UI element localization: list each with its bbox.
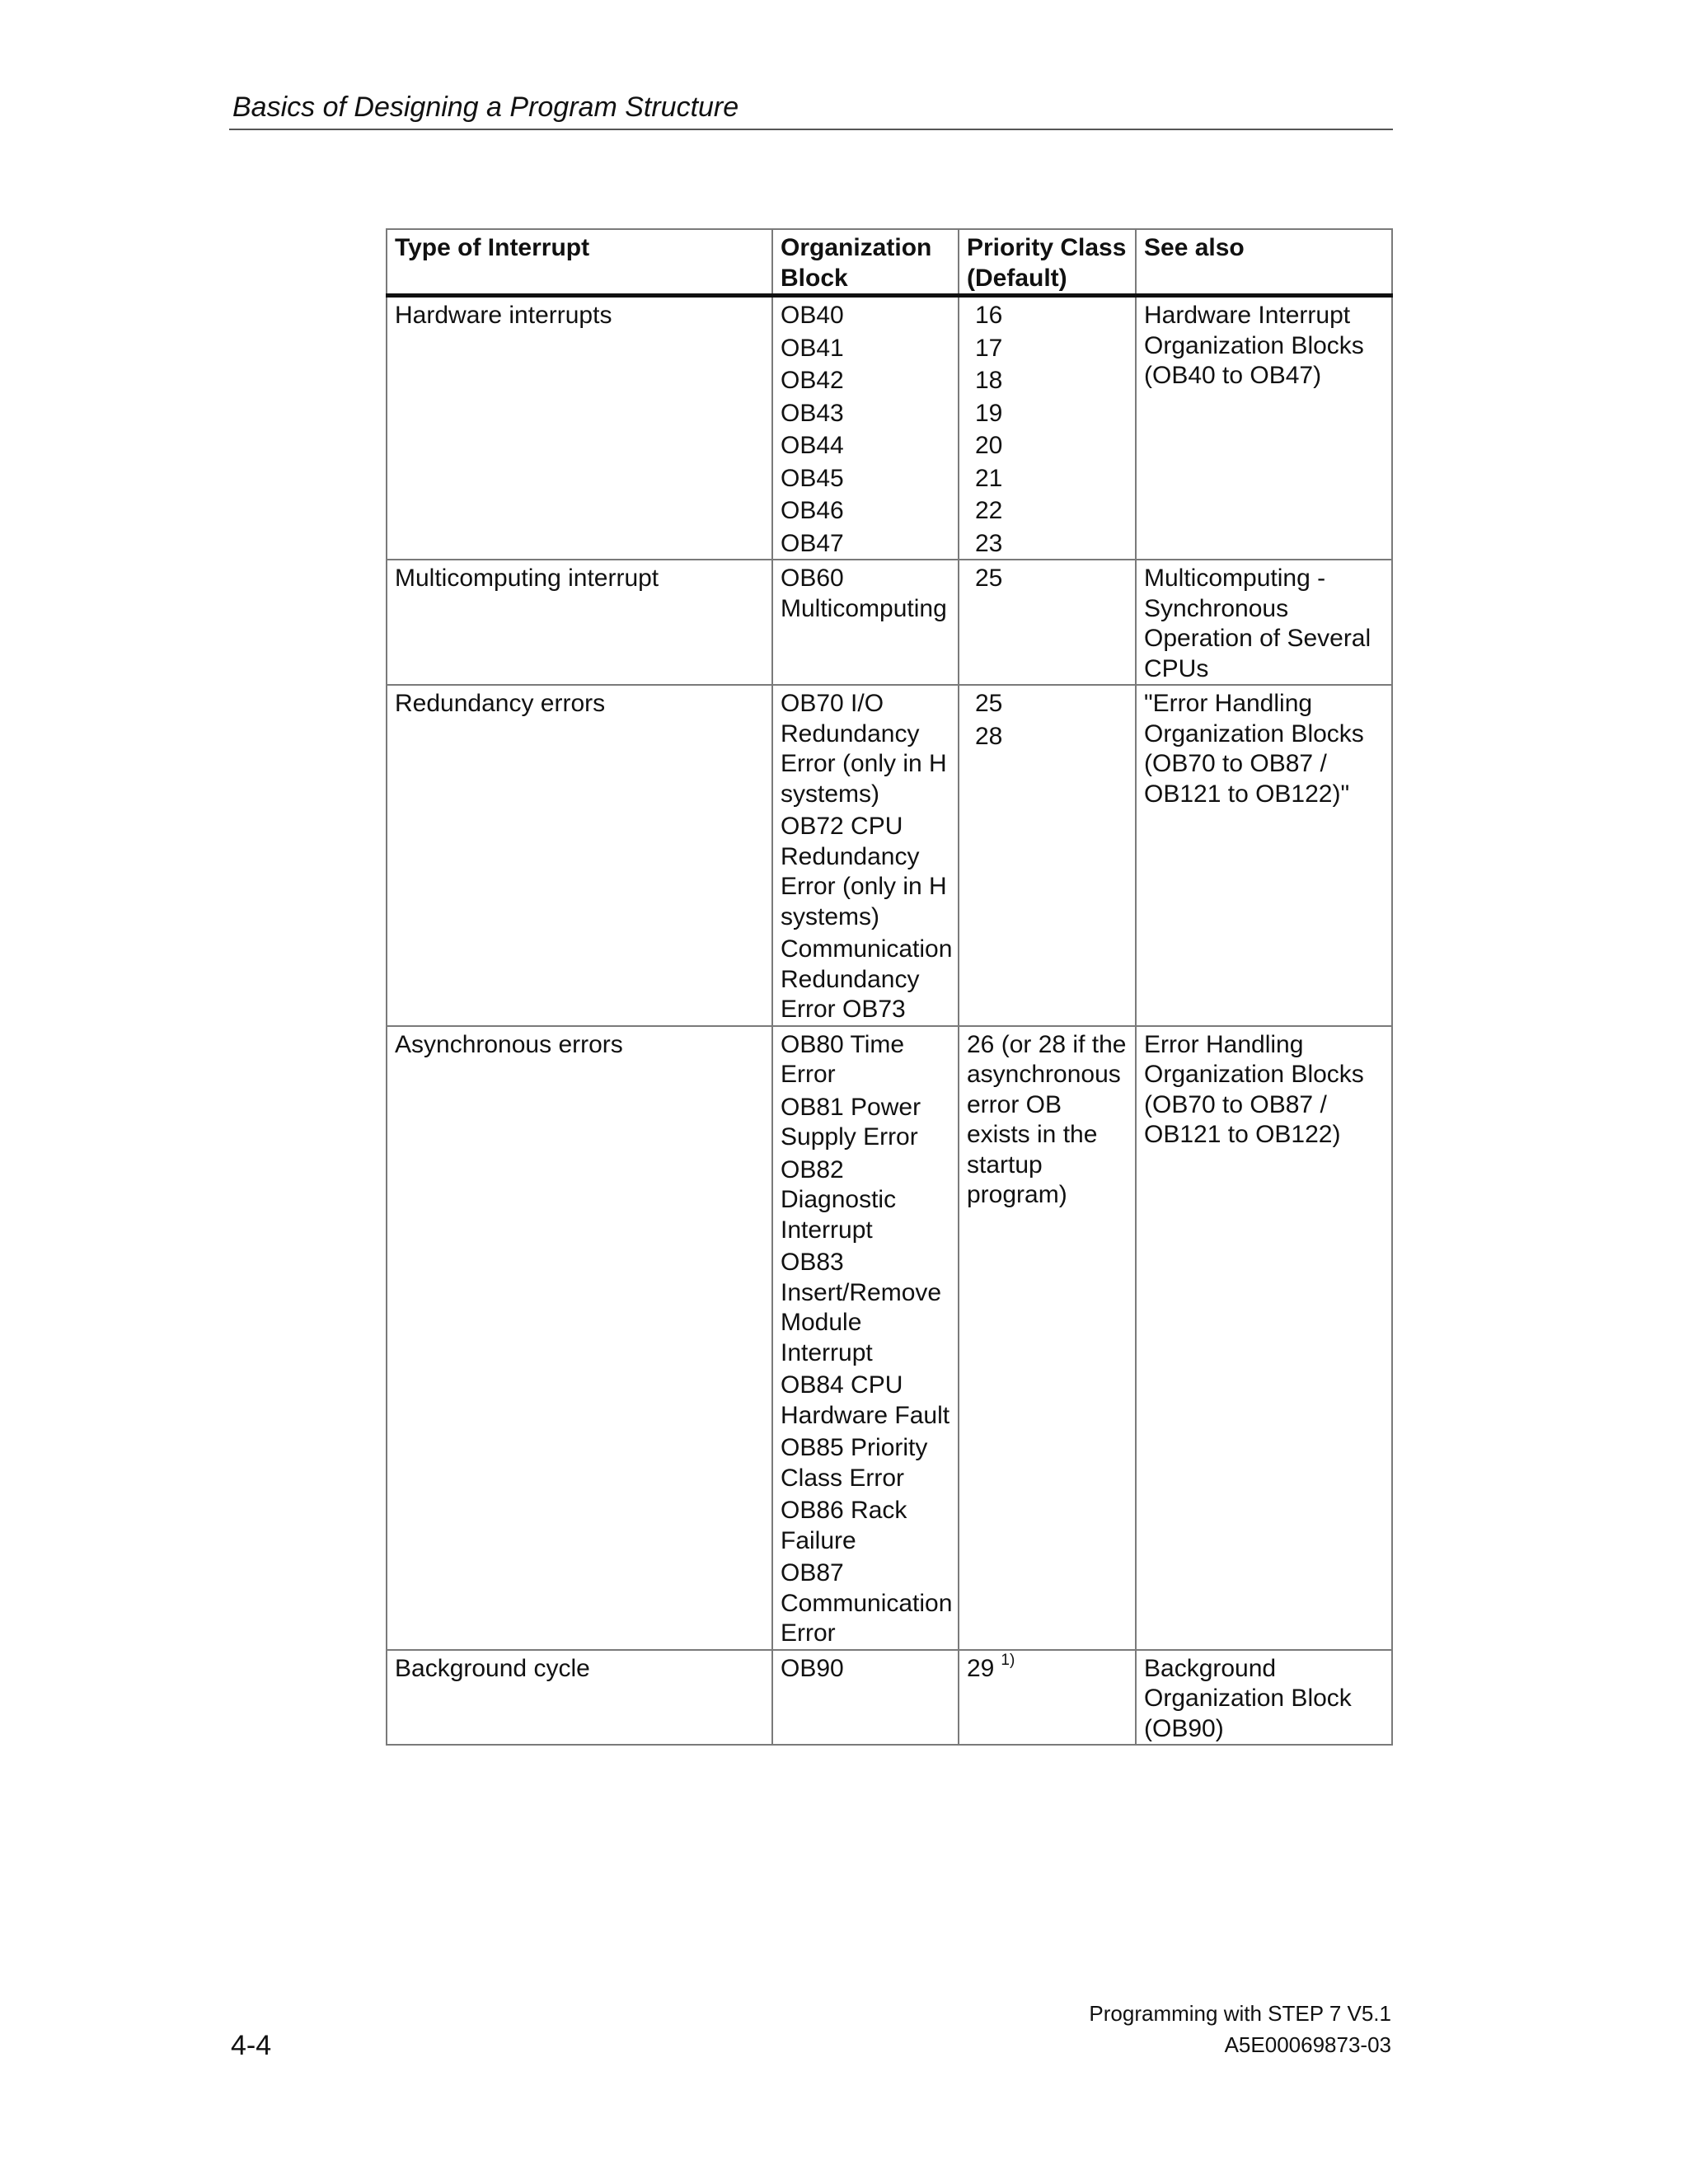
block-entry: OB81 Power Supply Error bbox=[781, 1093, 921, 1151]
priority-cell bbox=[959, 296, 1136, 560]
table-header-row bbox=[387, 229, 1392, 296]
header-rule bbox=[229, 129, 1393, 130]
priority-value: 18 bbox=[975, 367, 1003, 394]
see-also-cell: Multicomputing - Synchronous Operation of Several CPUs bbox=[1136, 560, 1392, 685]
block-entry: OB43 bbox=[781, 399, 844, 427]
block-entry: OB42 bbox=[781, 367, 844, 394]
block-entry: OB90 bbox=[781, 1654, 844, 1682]
priority-cell bbox=[959, 560, 1136, 685]
see-also-cell: Hardware Interrupt Organization Blocks (OB40 to OB47) bbox=[1136, 296, 1392, 560]
priority-value: 22 bbox=[975, 497, 1003, 524]
priority-value: 17 bbox=[975, 334, 1003, 362]
column-header-priority: Priority Class (Default) bbox=[959, 229, 1136, 296]
table-row bbox=[387, 1650, 1392, 1746]
priority-cell bbox=[959, 1026, 1136, 1650]
running-header: Basics of Designing a Program Structure bbox=[232, 91, 739, 123]
type-cell: Hardware interrupts bbox=[387, 296, 772, 560]
priority-cell bbox=[959, 685, 1136, 1026]
priority-value: 25 bbox=[975, 690, 1003, 717]
column-header-see-also: See also bbox=[1136, 229, 1392, 296]
priority-value: 20 bbox=[975, 432, 1003, 459]
block-entry: OB86 Rack Failure bbox=[781, 1497, 907, 1554]
block-entry: OB72 CPU Redundancy Error (only in H systems) bbox=[781, 813, 947, 930]
priority-value: 29 bbox=[967, 1654, 995, 1682]
footnote-marker: 1) bbox=[1001, 1651, 1015, 1669]
block-entry: OB46 bbox=[781, 497, 844, 524]
column-header-type: Type of Interrupt bbox=[387, 229, 772, 296]
priority-value: 28 bbox=[975, 722, 1003, 750]
table-row bbox=[387, 560, 1392, 685]
see-also-cell: Error Handling Organization Blocks (OB70 to OB87 / OB121 to OB122) bbox=[1136, 1026, 1392, 1650]
footer-document-info bbox=[989, 1998, 1688, 2060]
block-entry: OB85 Priority Class Error bbox=[781, 1434, 928, 1492]
priority-cell bbox=[959, 1650, 1136, 1746]
type-cell: Asynchronous errors bbox=[387, 1026, 772, 1650]
block-cell bbox=[772, 1026, 959, 1650]
block-entry: OB87 Communication Error bbox=[781, 1559, 953, 1647]
block-entry: OB84 CPU Hardware Fault bbox=[781, 1371, 950, 1429]
priority-value: 16 bbox=[975, 302, 1003, 329]
see-also-cell: Background Organization Block (OB90) bbox=[1136, 1650, 1392, 1746]
block-cell bbox=[772, 560, 959, 685]
block-cell bbox=[772, 1650, 959, 1746]
priority-value: 21 bbox=[975, 464, 1003, 492]
block-cell bbox=[772, 296, 959, 560]
priority-value: 19 bbox=[975, 399, 1003, 427]
priority-value: 25 bbox=[975, 565, 1003, 592]
table-row bbox=[387, 685, 1392, 1026]
block-entry: OB40 bbox=[781, 302, 844, 329]
table-row bbox=[387, 1026, 1392, 1650]
see-also-cell: "Error Handling Organization Blocks (OB70 to OB87 / OB121 to OB122)" bbox=[1136, 685, 1392, 1026]
block-entry: Communication Redundancy Error OB73 bbox=[781, 935, 953, 1023]
interrupt-table bbox=[386, 228, 1393, 1746]
type-cell: Redundancy errors bbox=[387, 685, 772, 1026]
block-entry: OB60 Multicomputing bbox=[781, 565, 947, 622]
block-entry: OB82 Diagnostic Interrupt bbox=[781, 1155, 897, 1244]
block-entry: OB47 bbox=[781, 529, 844, 557]
type-cell: Multicomputing interrupt bbox=[387, 560, 772, 685]
block-entry: OB41 bbox=[781, 334, 844, 362]
priority-value: 26 (or 28 if the asynchronous error OB exists in the startup program) bbox=[967, 1030, 1127, 1208]
block-entry: OB70 I/O Redundancy Error (only in H systems) bbox=[781, 690, 947, 808]
document-id: A5E00069873-03 bbox=[1224, 2032, 1391, 2057]
block-cell bbox=[772, 685, 959, 1026]
block-entry: OB45 bbox=[781, 464, 844, 492]
block-entry: OB80 Time Error bbox=[781, 1030, 905, 1088]
type-cell: Background cycle bbox=[387, 1650, 772, 1746]
priority-value: 23 bbox=[975, 529, 1003, 557]
column-header-block: Organization Block bbox=[772, 229, 959, 296]
table-row bbox=[387, 296, 1392, 560]
block-entry: OB83 Insert/Remove Module Interrupt bbox=[781, 1249, 942, 1366]
manual-title: Programming with STEP 7 V5.1 bbox=[1089, 2001, 1391, 2026]
block-entry: OB44 bbox=[781, 432, 844, 459]
page-number: 4-4 bbox=[231, 2030, 272, 2061]
